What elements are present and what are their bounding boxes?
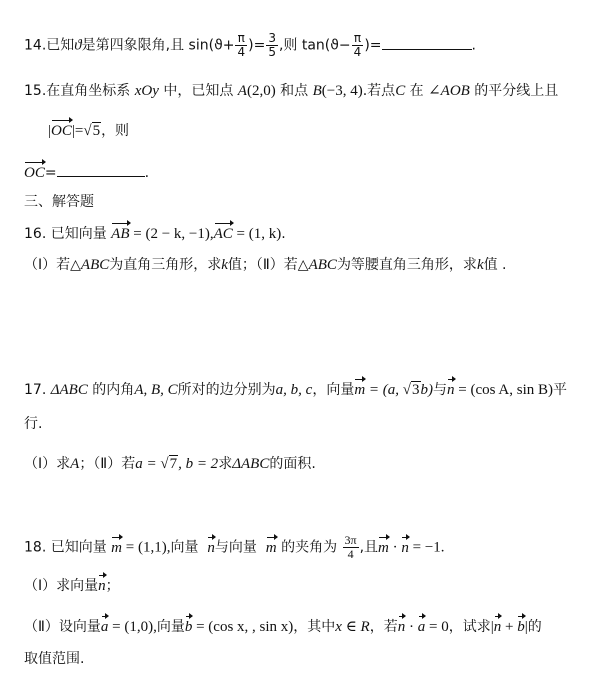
q17-vector-m: m	[354, 382, 366, 398]
q14-text-b: 是第四象限角,且 sin(	[81, 37, 215, 54]
question-18-part-1: （Ⅰ）求向量n；	[24, 578, 120, 594]
q16-vector-ab: AB	[111, 226, 130, 242]
question-18: 18. 已知向量 m = (1,1),向量 n与向量 m 的夹角为 $\frac{3\pi}{4}$ ,且m · n = −1.	[24, 533, 445, 561]
question-16-parts: （Ⅰ）若△ABC为直角三角形，求k值；（Ⅱ）若△ABC为等腰直角三角形，求k值 .	[24, 257, 507, 273]
q15-vector-oc: OC	[51, 123, 72, 139]
q14-text-c: ,则 tan(	[278, 37, 331, 54]
question-18-part-2: （Ⅱ）设向量a = (1,0),向量b = (cos x, , sin x)，其中x ∈ R，若n · a = 0，试求|n + b|的	[24, 619, 542, 635]
q18-vector-m: m	[111, 539, 123, 556]
q15-sqrt: √	[83, 123, 92, 139]
q15-vector-oc-2: OC	[24, 165, 45, 181]
q18-vector-n: n	[207, 539, 215, 556]
q18-frac-3pi-4: $\frac{3\pi}{4}$	[344, 533, 357, 561]
question-17-line-2: 行.	[24, 416, 43, 432]
q14-text-a: 14.已知	[24, 37, 75, 54]
section-header: 三、解答题	[24, 194, 94, 210]
question-17: 17. ΔABC 的内角A, B, C所对的边分别为a, b, c，向量m = (a, √3b)与n = (cos A, sin B)平	[24, 382, 567, 398]
q15-text-a: 15.在直角坐标系	[24, 83, 131, 99]
question-15: 15.在直角坐标系 xOy 中，已知点 A(2,0) 和点 B(−3, 4).若点C 在 ∠AOB 的平分线上且	[24, 83, 559, 99]
q14-eq: )=	[248, 37, 266, 54]
q14-answer-blank[interactable]	[382, 37, 472, 50]
q14-theta-plus: ϑ+	[214, 37, 235, 54]
q14-frac-pi-4b: $\frac{\pi}{4}$	[353, 31, 362, 59]
q15-point-b: B	[312, 83, 322, 99]
q17-vector-n: n	[447, 382, 455, 398]
question-18-line-3: 取值范围.	[24, 651, 85, 667]
question-16: 16. 已知向量 AB = (2 − k, −1),AC = (1, k).	[24, 226, 286, 242]
q15-answer-blank[interactable]	[57, 164, 145, 177]
question-17-parts: （Ⅰ）求A；（Ⅱ）若a = √7, b = 2求ΔABC的面积.	[24, 456, 316, 472]
q15-xoy: xOy	[134, 83, 159, 99]
q15-angle: ∠AOB	[428, 83, 470, 99]
q14-frac-3-5: $\frac{3}{5}$	[268, 31, 276, 59]
q14-frac-pi-4: $\frac{\pi}{4}$	[237, 31, 246, 59]
question-15-line-3: OC= .	[24, 165, 150, 181]
q14-theta: ϑ	[74, 37, 82, 54]
question-14: 14.已知ϑ是第四象限角,且 sin(ϑ+ $\frac{\pi}{4}$ )= $\frac{3}{5}$ ,则 tan(ϑ− $\frac{\pi}{4}$ )= .	[24, 31, 476, 59]
question-15-line-2: |OC|=√5，则	[48, 123, 130, 139]
q14-theta-minus: ϑ−	[330, 37, 351, 54]
q15-point-a: A	[237, 83, 247, 99]
q16-vector-ac: AC	[213, 226, 233, 242]
q15-point-c: C	[395, 83, 406, 99]
q14-text-d: )=	[364, 37, 382, 54]
